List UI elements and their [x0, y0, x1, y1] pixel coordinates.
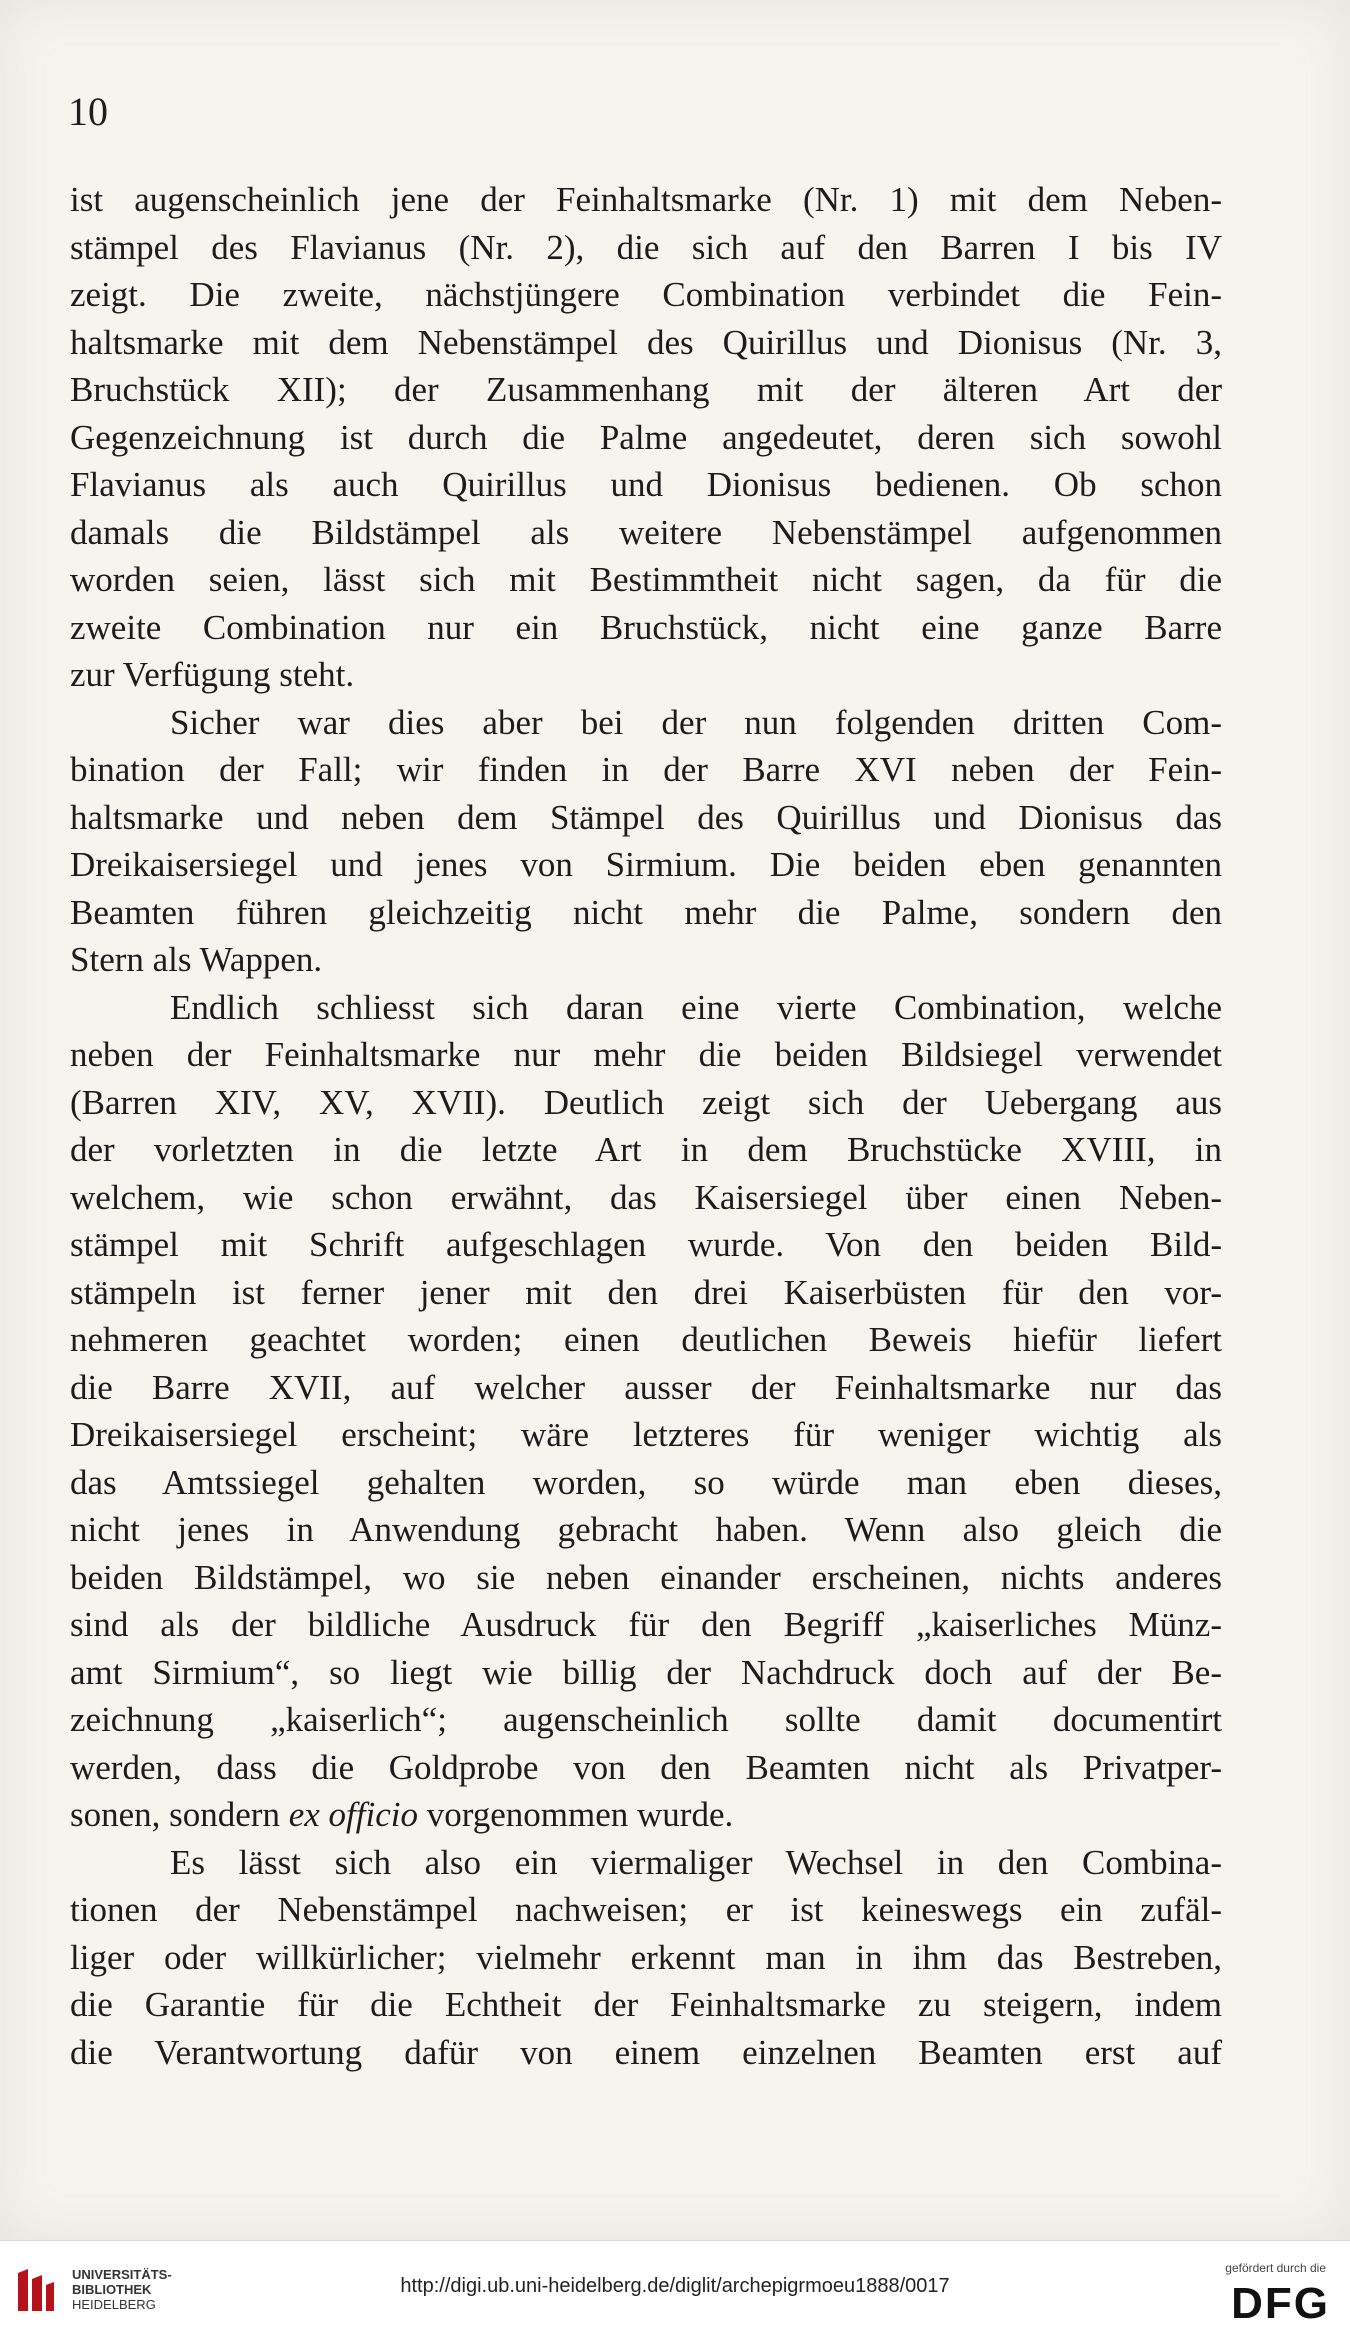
- text-line: Bruchstück XII); der Zusammenhang mit der älteren Art der: [70, 370, 1222, 409]
- body-text: [70, 176, 1222, 2076]
- text-line: (Barren XIV, XV, XVII). Deutlich zeigt sich der Uebergang aus: [70, 1082, 1222, 1122]
- library-name-line-1: UNIVERSITÄTS-: [72, 2267, 172, 2282]
- text-line: welchem, wie schon erwähnt, das Kaisersiegel über einen Neben-: [70, 1177, 1222, 1217]
- italic-phrase: ex officio: [288, 1795, 418, 1834]
- text-line: stämpel des Flavianus (Nr. 2), die sich auf den Barren I bis IV: [70, 227, 1222, 267]
- text-line: damals die Bildstämpel als weitere Nebenstämpel aufgenommen: [70, 512, 1222, 552]
- text-line: stämpel mit Schrift aufgeschlagen wurde. Von den beiden Bild-: [70, 1225, 1222, 1264]
- text-line: ist augenscheinlich jene der Feinhaltsmarke (Nr. 1) mit dem Neben-: [70, 180, 1222, 219]
- text-line: das Amtssiegel gehalten worden, so würde man eben dieses,: [70, 1462, 1222, 1502]
- text-line: Flavianus als auch Quirillus und Dionisus bedienen. Ob schon: [70, 465, 1222, 504]
- text-line: haltsmarke mit dem Nebenstämpel des Quirillus und Dionisus (Nr. 3,: [70, 322, 1222, 362]
- text-line: Stern als Wappen.: [70, 940, 323, 979]
- text-line: der vorletzten in die letzte Art in dem Bruchstücke XVIII, in: [70, 1130, 1222, 1169]
- text-line: Gegenzeichnung ist durch die Palme angedeutet, deren sich sowohl: [70, 417, 1222, 457]
- text-line: sind als der bildliche Ausdruck für den Begriff „kaiserliches Münz-: [70, 1605, 1222, 1644]
- text-line: haltsmarke und neben dem Stämpel des Quirillus und Dionisus das: [70, 797, 1222, 837]
- text-line: amt Sirmium“, so liegt wie billig der Nachdruck doch auf der Be-: [70, 1652, 1222, 1692]
- text-line: bination der Fall; wir finden in der Barre XVI neben der Fein-: [70, 750, 1222, 789]
- dfg-logo: DFG: [1231, 2279, 1330, 2328]
- text-line: nehmeren geachtet worden; einen deutlichen Beweis hiefür liefert: [70, 1320, 1222, 1359]
- funding-note: gefördert durch die: [1225, 2261, 1326, 2275]
- text-line: die Verantwortung dafür von einem einzelnen Beamten erst auf: [70, 2032, 1222, 2072]
- text-line: Endlich schliesst sich daran eine vierte Combination, welche: [170, 987, 1222, 1027]
- text-line: Dreikaisersiegel erscheint; wäre letzteres für weniger wichtig als: [70, 1415, 1222, 1454]
- library-name-line-2: BIBLIOTHEK: [72, 2282, 152, 2297]
- library-name-line-3: HEIDELBERG: [72, 2297, 156, 2312]
- text-line: tionen der Nebenstämpel nachweisen; er ist keineswegs ein zufäl-: [70, 1890, 1222, 1929]
- text-line: worden seien, lässt sich mit Bestimmtheit nicht sagen, da für die: [70, 560, 1222, 599]
- text-line: zweite Combination nur ein Bruchstück, nicht eine ganze Barre: [70, 607, 1222, 647]
- text-line: nicht jenes in Anwendung gebracht haben. Wenn also gleich die: [70, 1510, 1222, 1549]
- text-line: die Garantie für die Echtheit der Feinhaltsmarke zu steigern, indem: [70, 1985, 1222, 2024]
- text-line: Beamten führen gleichzeitig nicht mehr die Palme, sondern den: [70, 892, 1222, 932]
- viewer-footer: [0, 2240, 1350, 2338]
- text-line: zeigt. Die zweite, nächstjüngere Combination verbindet die Fein-: [70, 275, 1222, 314]
- text-line: liger oder willkürlicher; vielmehr erkennt man in ihm das Bestreben,: [70, 1937, 1222, 1977]
- text-line: Dreikaisersiegel und jenes von Sirmium. Die beiden eben genannten: [70, 845, 1222, 884]
- page-number: 10: [68, 89, 108, 134]
- text-line: zur Verfügung steht.: [70, 655, 355, 694]
- text-line: Es lässt sich also ein viermaliger Wechsel in den Combina-: [170, 1842, 1222, 1882]
- text-line: sonen, sondern ex officio vorgenommen wurde.: [70, 1795, 734, 1834]
- text-line: die Barre XVII, auf welcher ausser der Feinhaltsmarke nur das: [70, 1367, 1222, 1407]
- text-line: zeichnung „kaiserlich“; augenscheinlich sollte damit documentirt: [70, 1700, 1222, 1739]
- text-line: stämpeln ist ferner jener mit den drei Kaiserbüsten für den vor-: [70, 1272, 1222, 1312]
- text-line: beiden Bildstämpel, wo sie neben einander erscheinen, nichts anderes: [70, 1557, 1222, 1597]
- text-line: neben der Feinhaltsmarke nur mehr die beiden Bildsiegel verwendet: [70, 1035, 1222, 1074]
- text-line: werden, dass die Goldprobe von den Beamten nicht als Privatper-: [70, 1747, 1222, 1787]
- page-url-link[interactable]: http://digi.ub.uni-heidelberg.de/diglit/archepigrmoeu1888/0017: [400, 2275, 950, 2297]
- text-line: Sicher war dies aber bei der nun folgenden dritten Com-: [170, 702, 1222, 742]
